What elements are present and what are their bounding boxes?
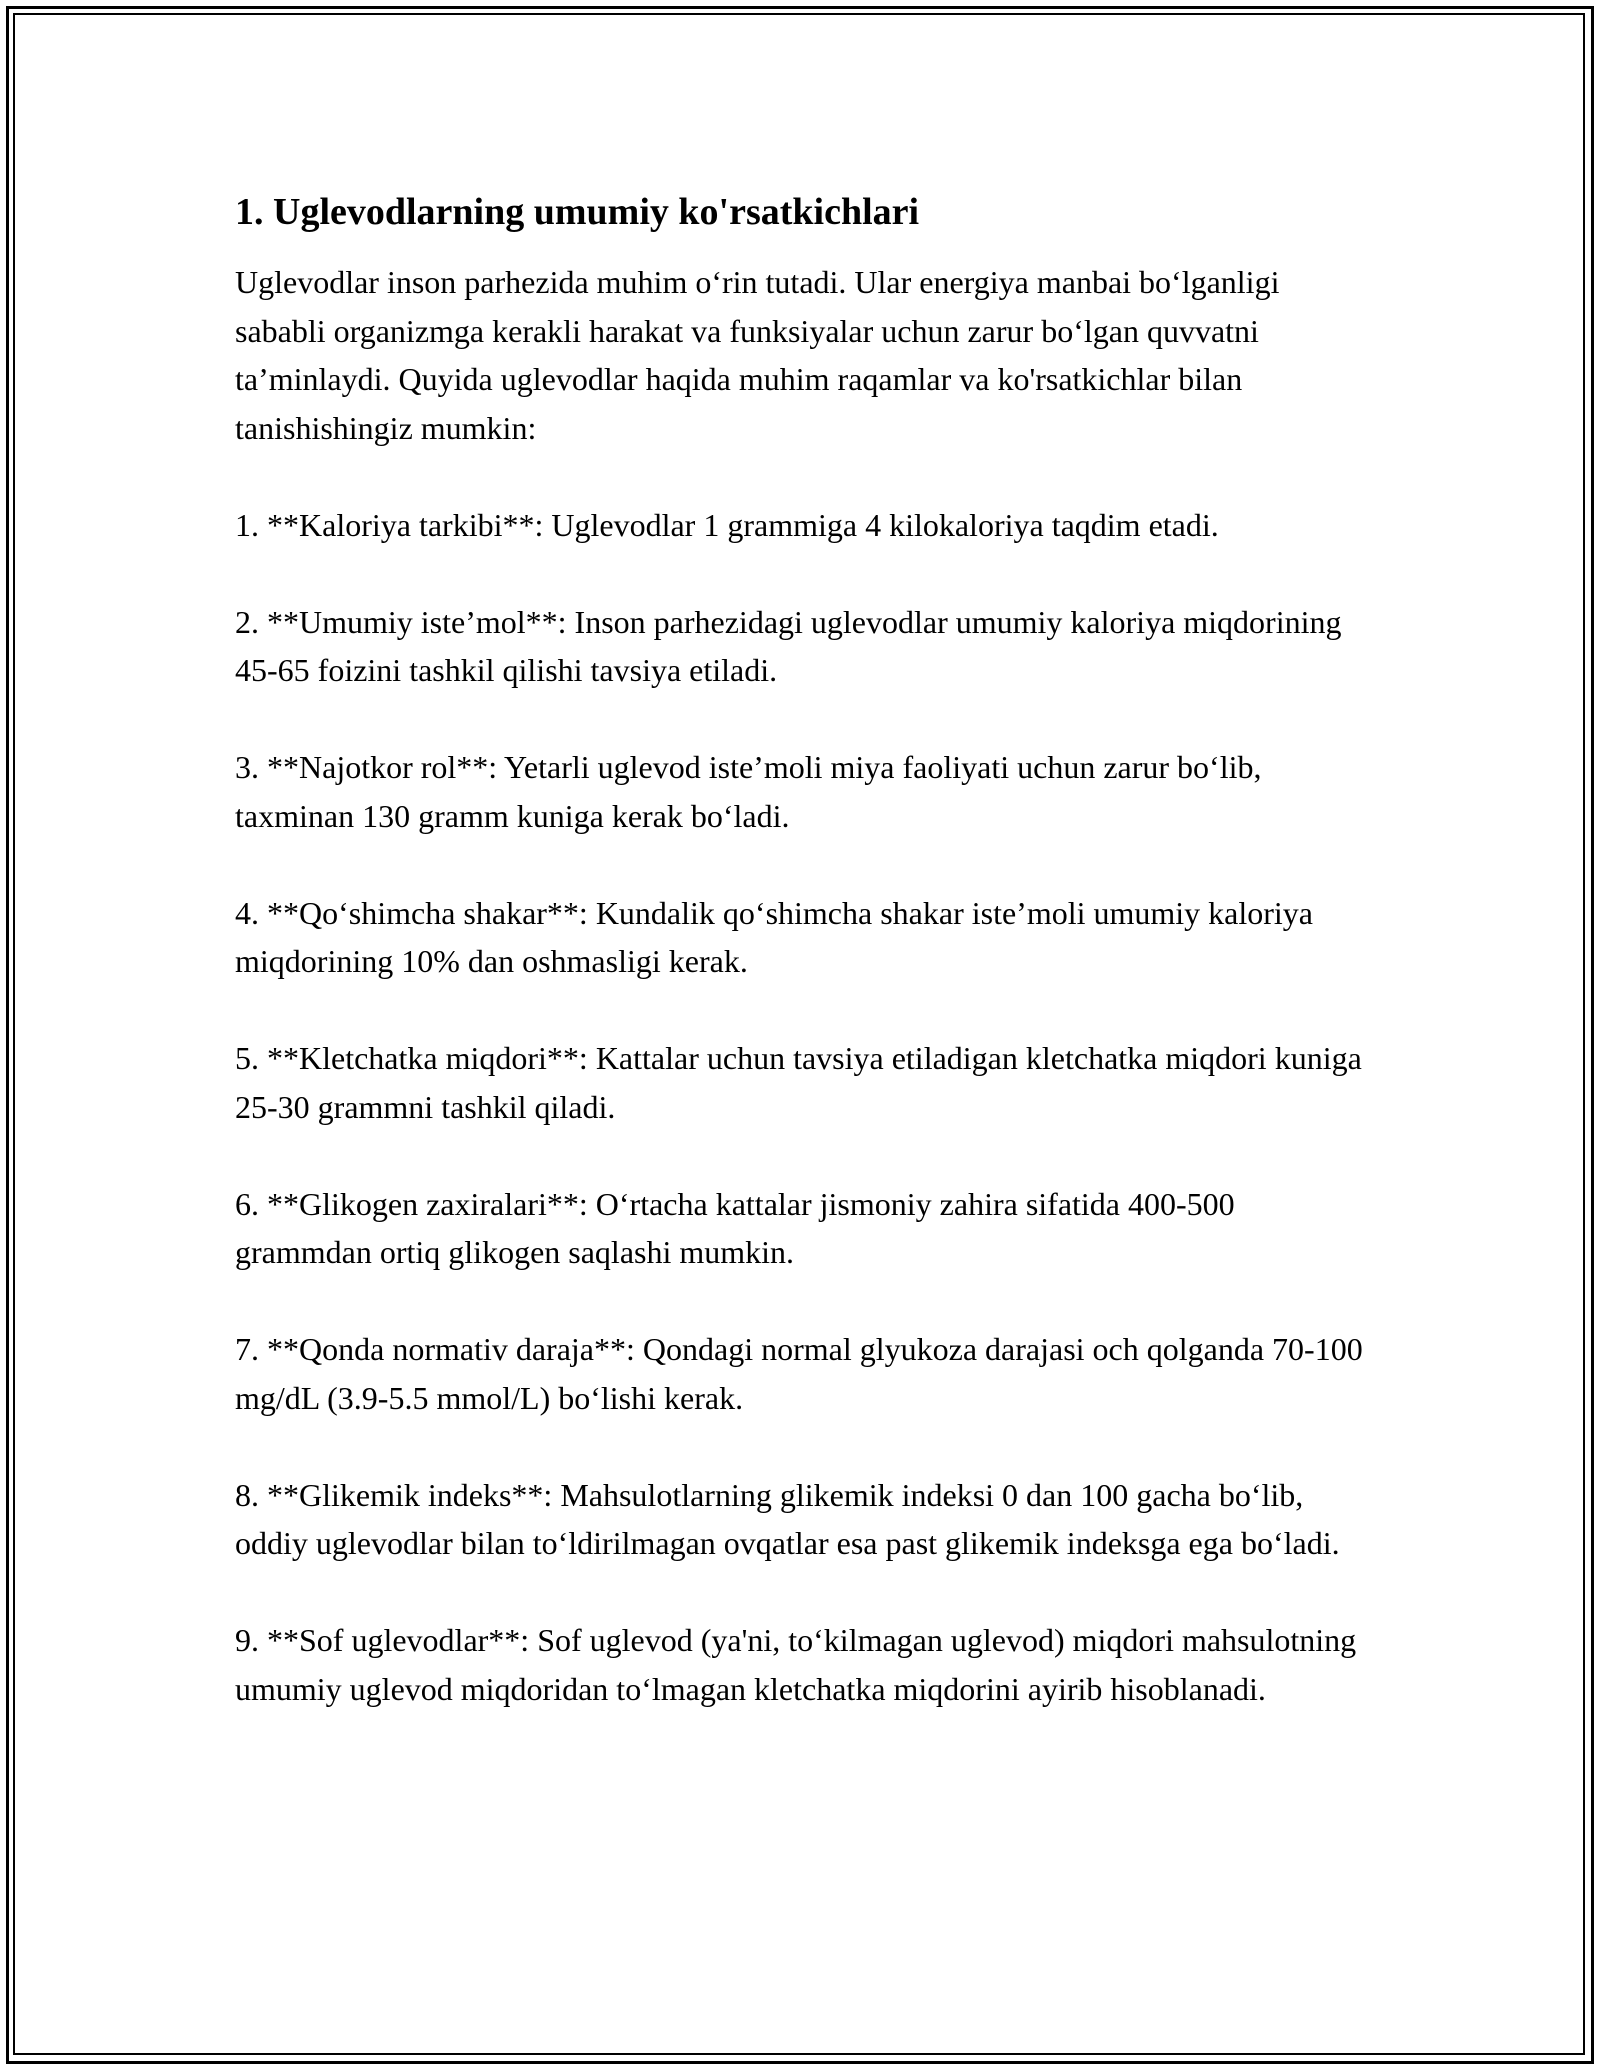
list-item-6: 6. **Glikogen zaxiralari**: O‘rtacha kattalar jismoniy zahira sifatida 400-500 grammdan ortiq glikogen saqlashi mumkin.: [235, 1185, 1235, 1270]
section-heading: 1. Uglevodlarning umumiy ko'rsatkichlari: [235, 191, 920, 233]
list-item-5: 5. **Kletchatka miqdori**: Kattalar uchun tavsiya etiladigan kletchatka miqdori kuniga 25-30 grammni tashkil qiladi.: [235, 1040, 1362, 1125]
list-item-3: 3. **Najotkor rol**: Yetarli uglevod iste’moli miya faoliyati uchun zarur bo‘lib, taxminan 130 gramm kuniga kerak bo‘ladi.: [235, 749, 1262, 834]
list-item-1: 1. **Kaloriya tarkibi**: Uglevodlar 1 grammiga 4 kilokaloriya taqdim etadi.: [235, 506, 1219, 543]
intro-paragraph: Uglevodlar inson parhezida muhim o‘rin tutadi. Ular energiya manbai bo‘lganligi sababli organizmga kerakli harakat va funksiyalar uchun zarur bo‘lgan quvvatni ta’minlaydi. Quyida uglevodlar haqida muhim raqamlar va ko'rsatkichlar bilan tanishishingiz mumkin:: [235, 264, 1280, 446]
list-item-7: 7. **Qonda normativ daraja**: Qondagi normal glyukoza darajasi och qolganda 70-100 mg/dL (3.9-5.5 mmol/L) bo‘lishi kerak.: [235, 1331, 1363, 1416]
list-item-9: 9. **Sof uglevodlar**: Sof uglevod (ya'ni, to‘kilmagan uglevod) miqdori mahsulotning umumiy uglevod miqdoridan to‘lmagan kletchatka miqdorini ayirib hisoblanadi.: [235, 1622, 1357, 1707]
list-item-8: 8. **Glikemik indeks**: Mahsulotlarning glikemik indeksi 0 dan 100 gacha bo‘lib, oddiy uglevodlar bilan to‘ldirilmagan ovqatlar esa past glikemik indeksga ega bo‘ladi.: [235, 1476, 1340, 1561]
list-item-4: 4. **Qo‘shimcha shakar**: Kundalik qo‘shimcha shakar iste’moli umumiy kaloriya miqdorining 10% dan oshmasligi kerak.: [235, 894, 1313, 979]
document-body: [235, 186, 1375, 1762]
list-item-2: 2. **Umumiy iste’mol**: Inson parhezidagi uglevodlar umumiy kaloriya miqdorining 45-65 foizini tashkil qilishi tavsiya etiladi.: [235, 603, 1342, 688]
